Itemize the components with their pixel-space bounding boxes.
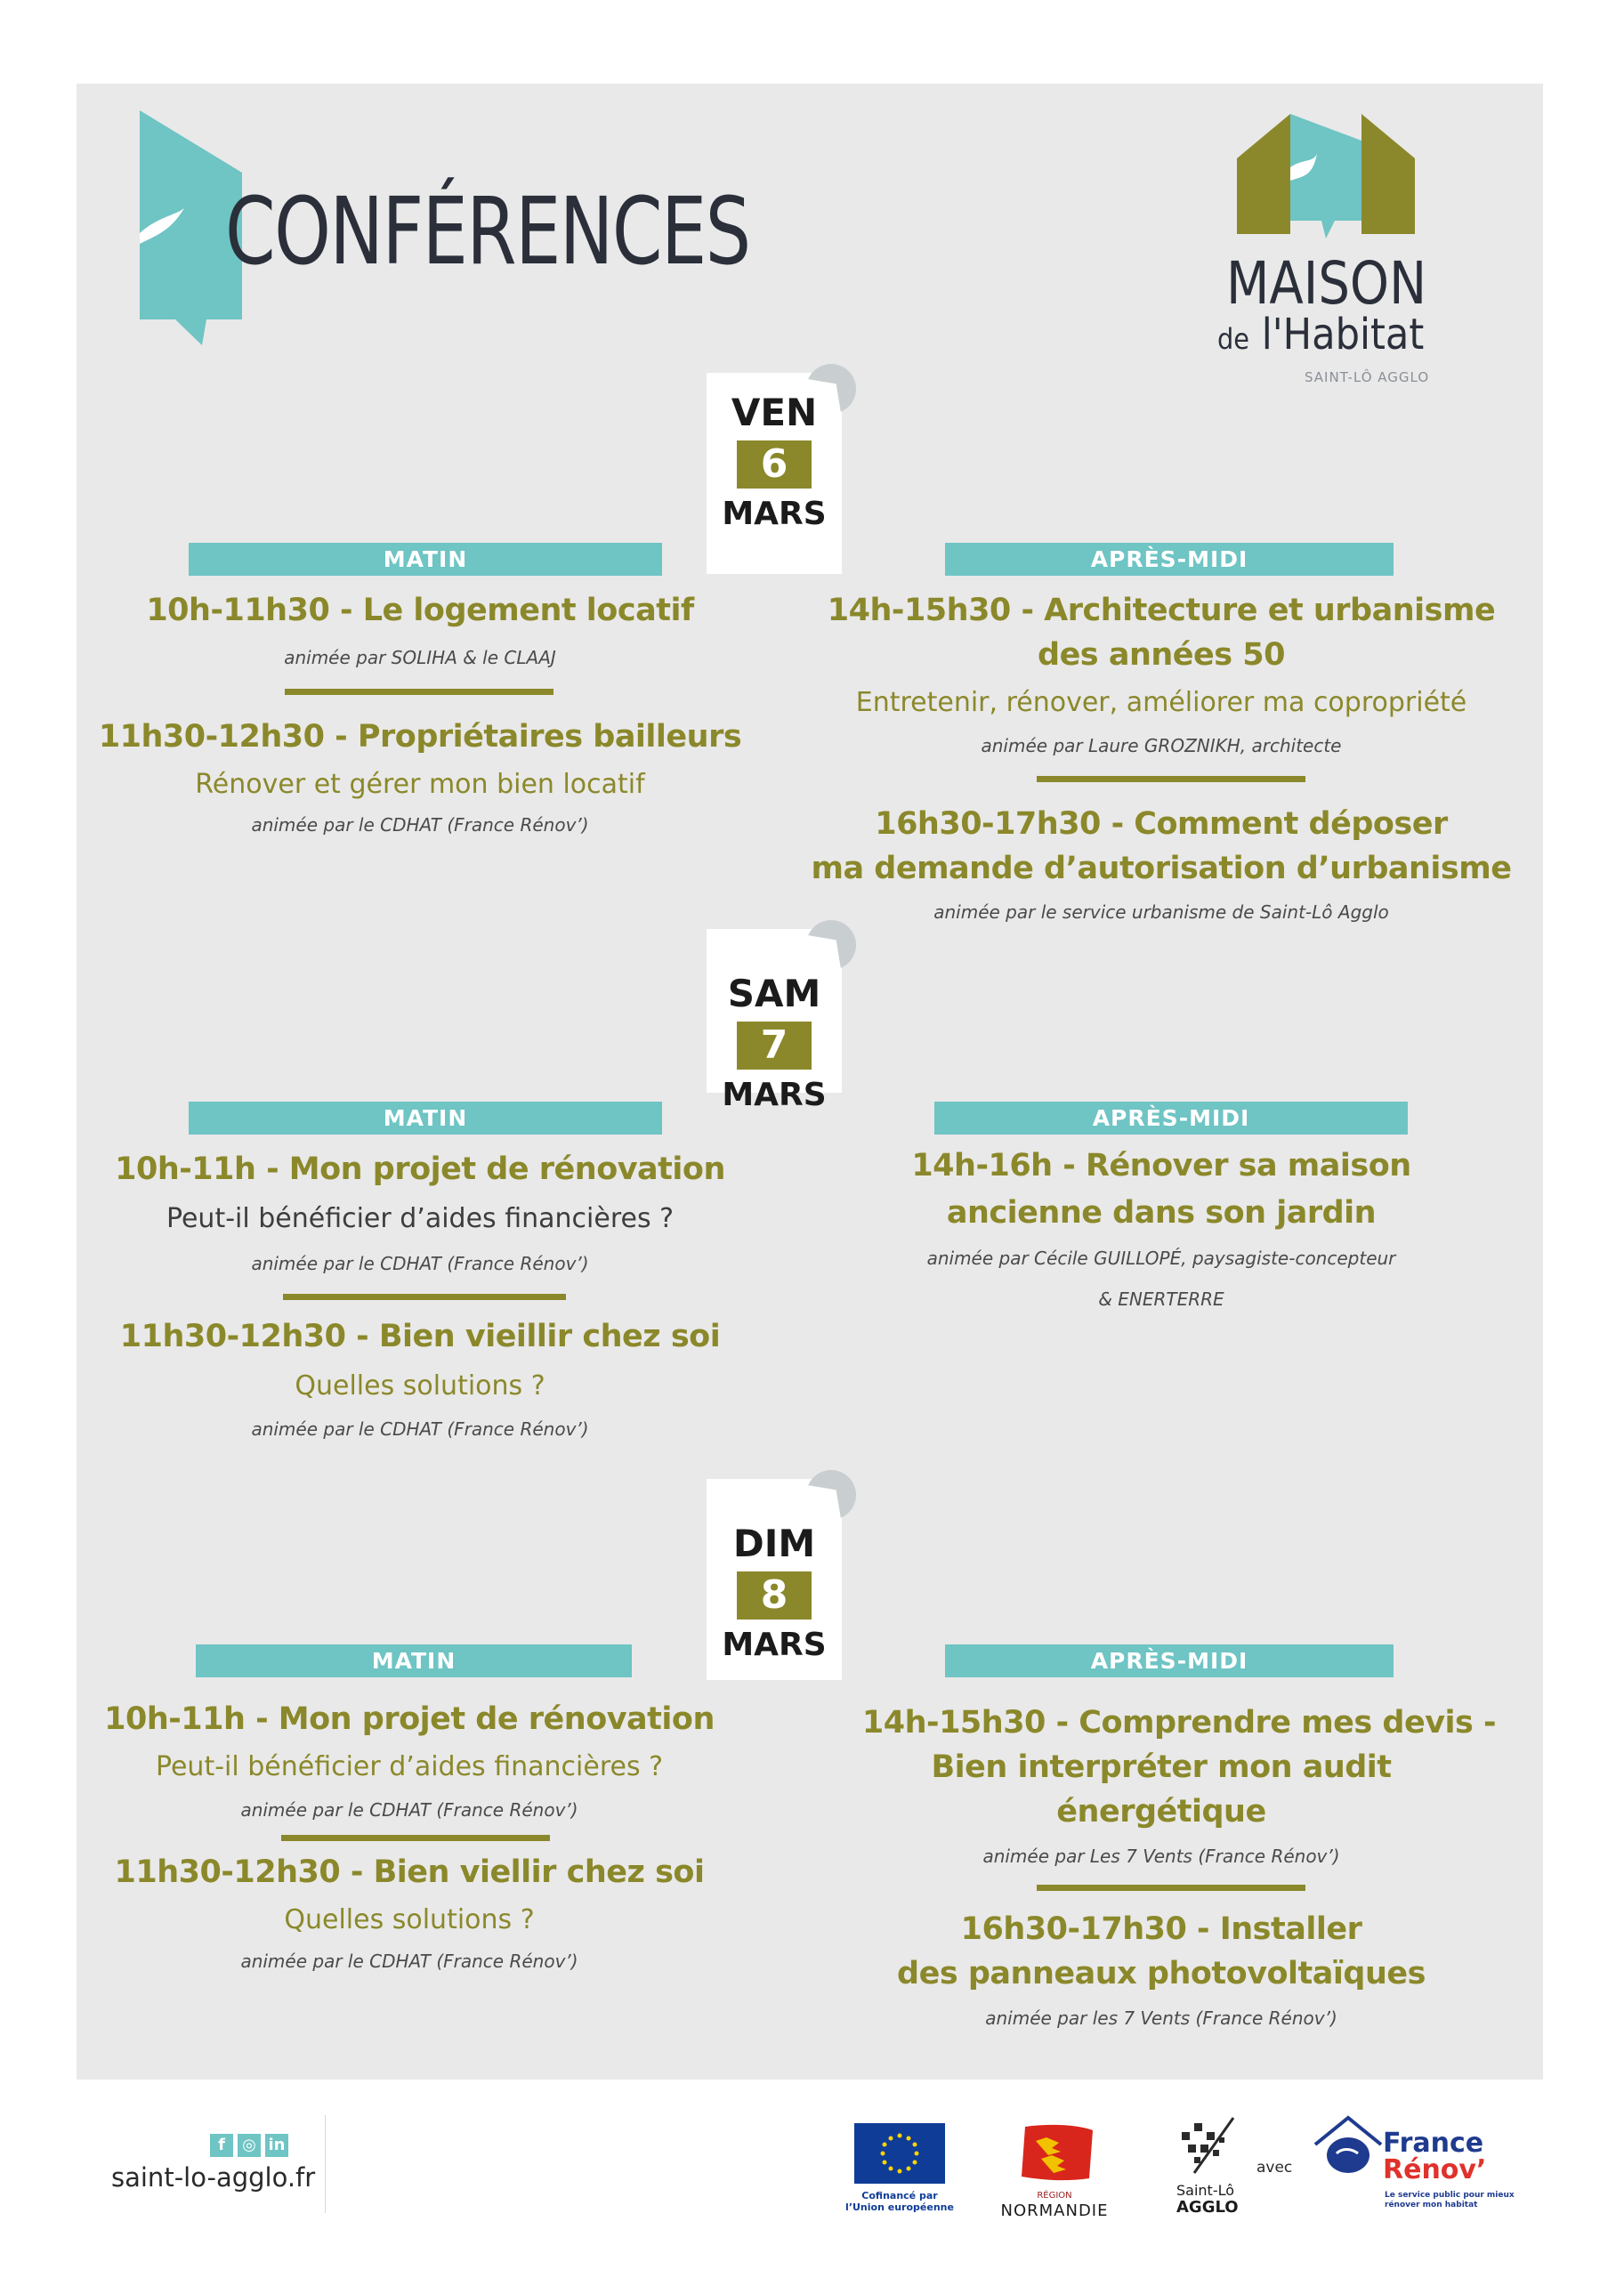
house-logo-icon bbox=[1237, 114, 1415, 238]
france-renov-name: France bbox=[1383, 2128, 1484, 2159]
section-bar-morning: MATIN bbox=[189, 543, 662, 576]
session-subtitle: Quelles solutions ? bbox=[295, 1370, 545, 1402]
corner-decoration-icon bbox=[806, 920, 856, 970]
date-badge-sam bbox=[707, 929, 842, 1113]
france-renov-name-red: Rénov’ bbox=[1383, 2154, 1487, 2185]
session-title: énergétique bbox=[1056, 1794, 1266, 1830]
session-host: animée par Les 7 Vents (France Rénov’) bbox=[982, 1846, 1340, 1867]
corner-decoration-icon bbox=[806, 1470, 856, 1520]
section-bar-afternoon: APRÈS-MIDI bbox=[945, 1644, 1394, 1677]
session-title: Bien interpréter mon audit bbox=[931, 1749, 1392, 1785]
brand-name: MAISON bbox=[1226, 249, 1427, 318]
session-title: 11h30-12h30 - Bien vieillir chez soi bbox=[119, 1319, 721, 1354]
session-host: animée par le CDHAT (France Rénov’) bbox=[251, 814, 589, 836]
agglo-name-bold: AGGLO bbox=[1176, 2198, 1239, 2217]
session-host: animée par Cécile GUILLOPÉ, paysagiste-concepteur bbox=[926, 1248, 1396, 1269]
session-host: animée par le CDHAT (France Rénov’) bbox=[240, 1799, 578, 1821]
brand-tagline: SAINT-LÔ AGGLO bbox=[1305, 369, 1430, 385]
session-host: animée par le service urbanisme de Saint-Lô Agglo bbox=[933, 901, 1389, 923]
session-subtitle: Quelles solutions ? bbox=[284, 1904, 535, 1935]
session-host: animée par le CDHAT (France Rénov’) bbox=[251, 1418, 589, 1440]
session-subtitle: Peut-il bénéficier d’aides financières ? bbox=[166, 1203, 675, 1234]
session-title: des panneaux photovoltaïques bbox=[897, 1956, 1426, 1991]
day-of-week: VEN bbox=[731, 391, 818, 434]
day-of-week: DIM bbox=[732, 1522, 816, 1565]
footer-divider bbox=[325, 2115, 326, 2213]
divider bbox=[285, 689, 553, 695]
month: MARS bbox=[722, 496, 827, 532]
date-badge-dim bbox=[707, 1479, 842, 1680]
france-renov-tagline: Le service public pour mieux rénover mon habitat bbox=[1385, 2191, 1515, 2209]
agglo-name: Saint-Lô bbox=[1176, 2182, 1235, 2199]
website-link[interactable]: saint-lo-agglo.fr bbox=[111, 2162, 316, 2193]
section-bar-morning: MATIN bbox=[189, 1102, 662, 1135]
region-name: NORMANDIE bbox=[1000, 2201, 1109, 2220]
avec-label: avec bbox=[1256, 2159, 1293, 2177]
section-bar-afternoon: APRÈS-MIDI bbox=[934, 1102, 1408, 1135]
day-of-week: SAM bbox=[727, 972, 821, 1015]
divider bbox=[1037, 776, 1305, 782]
session-title: 14h-16h - Rénover sa maison bbox=[911, 1148, 1411, 1183]
normandie-lions-logo-icon bbox=[1016, 2123, 1096, 2184]
session-subtitle: Entretenir, rénover, améliorer ma copropriété bbox=[855, 687, 1467, 718]
brand-subname: de l'Habitat bbox=[1217, 310, 1425, 359]
session-title: 10h-11h - Mon projet de rénovation bbox=[115, 1151, 725, 1187]
instagram-icon[interactable]: ◎ bbox=[238, 2134, 261, 2157]
session-title: 16h30-17h30 - Installer bbox=[960, 1911, 1362, 1947]
session-title: ma demande d’autorisation d’urbanisme bbox=[811, 851, 1512, 886]
session-title: ancienne dans son jardin bbox=[946, 1195, 1377, 1231]
session-host: animée par SOLIHA & le CLAAJ bbox=[284, 647, 556, 668]
day-number: 6 bbox=[737, 440, 812, 489]
session-host: animée par Laure GROZNIKH, architecte bbox=[981, 735, 1342, 756]
eu-flag-icon bbox=[854, 2123, 945, 2184]
session-host: & ENERTERRE bbox=[1098, 1288, 1224, 1310]
divider bbox=[281, 1835, 550, 1841]
social-links bbox=[210, 2134, 288, 2157]
france-renov-house-icon bbox=[1312, 2114, 1385, 2177]
month: MARS bbox=[722, 1627, 827, 1663]
session-title: 10h-11h - Mon projet de rénovation bbox=[104, 1701, 715, 1737]
session-title: 11h30-12h30 - Propriétaires bailleurs bbox=[98, 719, 742, 755]
day-number: 8 bbox=[737, 1571, 812, 1620]
divider bbox=[1037, 1885, 1305, 1891]
date-badge-ven bbox=[707, 373, 842, 574]
session-subtitle: Peut-il bénéficier d’aides financières ? bbox=[155, 1751, 664, 1782]
month: MARS bbox=[722, 1077, 827, 1113]
session-title: 11h30-12h30 - Bien viellir chez soi bbox=[114, 1854, 705, 1890]
session-title: des années 50 bbox=[1038, 637, 1285, 673]
day-number: 7 bbox=[737, 1022, 812, 1070]
divider bbox=[283, 1294, 566, 1300]
session-subtitle: Rénover et gérer mon bien locatif bbox=[195, 769, 645, 800]
linkedin-icon[interactable]: in bbox=[265, 2134, 288, 2157]
facebook-icon[interactable]: f bbox=[210, 2134, 233, 2157]
session-title: 14h-15h30 - Comprendre mes devis - bbox=[861, 1705, 1497, 1741]
session-title: 14h-15h30 - Architecture et urbanisme bbox=[827, 593, 1496, 628]
session-host: animée par le CDHAT (France Rénov’) bbox=[240, 1951, 578, 1972]
section-bar-afternoon: APRÈS-MIDI bbox=[945, 543, 1394, 576]
session-title: 16h30-17h30 - Comment déposer bbox=[875, 806, 1448, 842]
session-title: 10h-11h30 - Le logement locatif bbox=[146, 593, 694, 628]
section-bar-morning: MATIN bbox=[196, 1644, 632, 1677]
eu-caption: Cofinancé par l’Union européenne bbox=[845, 2190, 954, 2213]
session-host: animée par les 7 Vents (France Rénov’) bbox=[985, 2007, 1337, 2029]
session-host: animée par le CDHAT (France Rénov’) bbox=[251, 1253, 589, 1274]
region-label: RÉGION bbox=[1037, 2191, 1072, 2201]
page-title: CONFÉRENCES bbox=[225, 177, 750, 286]
saint-lo-agglo-logo-icon bbox=[1176, 2114, 1239, 2178]
